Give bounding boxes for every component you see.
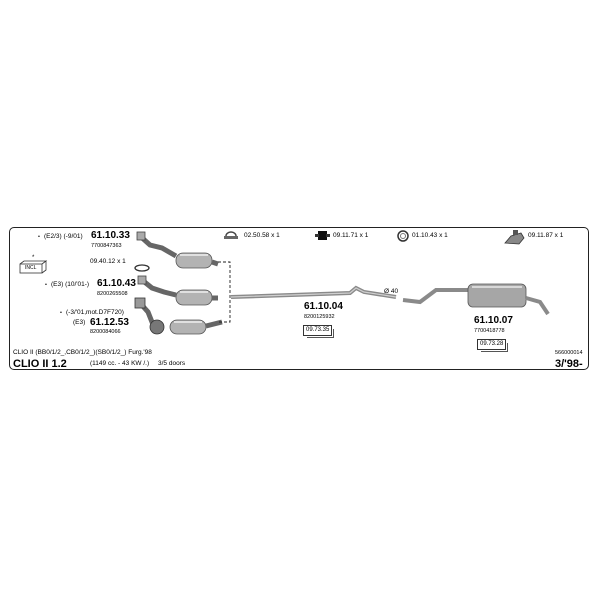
rear-silencer-oe: 7700418778 <box>474 328 505 334</box>
doors-spec: 3/5 doors <box>158 360 186 367</box>
part-09-11-71 <box>333 232 368 239</box>
flange-gasket-icon <box>135 265 149 271</box>
rear-silencer-code: 61.10.07 <box>474 315 513 326</box>
rubber-mount-icon <box>315 231 330 240</box>
gasket-code: 09.40.12 <box>90 258 116 265</box>
cat3-oe: 8200084066 <box>90 329 121 335</box>
cat2-bullet: • <box>45 282 47 288</box>
part-qty: x 1 <box>271 232 280 239</box>
part-qty: x 1 <box>439 232 448 239</box>
vehicle-codes: CLIO II (BB0/1/2_,CB0/1/2_)(SB0/1/2_) Furg.'98 <box>13 349 152 356</box>
incl-mark: * <box>32 255 35 261</box>
rear-silencer-61-10-07 <box>403 284 548 314</box>
mid-pipe-code: 61.10.04 <box>304 301 343 312</box>
cat1-bullet: • <box>38 234 40 240</box>
part-qty: x 1 <box>359 232 369 239</box>
part-code: 01.10.43 <box>412 232 438 239</box>
fitment-bracket-line <box>218 262 230 322</box>
engine-spec: (1149 cc. - 43 KW /.) <box>90 360 150 367</box>
gasket-label <box>90 258 126 265</box>
cat1-oe: 7700847363 <box>91 243 122 249</box>
reference-number: 566000014 <box>555 350 583 356</box>
mid-pipe-oe: 8200125932 <box>304 314 335 320</box>
cat2-oe: 8200265508 <box>97 291 128 297</box>
diameter-label: Ø 40 <box>384 288 399 295</box>
part-02-50-58 <box>244 232 280 239</box>
part-qty: x 1 <box>554 232 564 239</box>
part-code: 02.50.58 <box>244 232 270 239</box>
year-range: 3/'98- <box>555 358 583 370</box>
cat3-variant: (-3/'01,mot.D7F720) <box>66 309 124 316</box>
mid-pipe-kit-box: 09.73.35 <box>303 325 332 336</box>
cat1-code: 61.10.33 <box>91 230 130 241</box>
part-code: 09.11.87 <box>528 232 553 239</box>
cat3-bullet: • <box>60 310 62 316</box>
incl-label: INCL <box>25 265 37 271</box>
gasket-qty: x 1 <box>117 258 126 265</box>
catalyst-61-10-43 <box>138 276 218 305</box>
cat1-variant: (E2/3) (-9/01) <box>44 233 83 240</box>
rear-silencer-kit-box: 09.73.28 <box>477 339 506 350</box>
gasket-ring-icon <box>398 231 408 241</box>
cat3-code: 61.12.53 <box>90 317 129 328</box>
cat3-variant2: (E3) <box>73 319 86 326</box>
part-code: 09.11.71 <box>333 232 358 239</box>
clamp-icon <box>224 232 238 239</box>
part-01-10-43 <box>412 232 448 239</box>
part-09-11-87 <box>528 232 563 239</box>
model-title: CLIO II 1.2 <box>13 358 67 370</box>
cat2-code: 61.10.43 <box>97 278 136 289</box>
catalyst-61-10-33 <box>137 232 218 268</box>
cat2-variant: (E3) (10/'01-) <box>51 281 90 288</box>
bracket-icon <box>505 230 524 244</box>
